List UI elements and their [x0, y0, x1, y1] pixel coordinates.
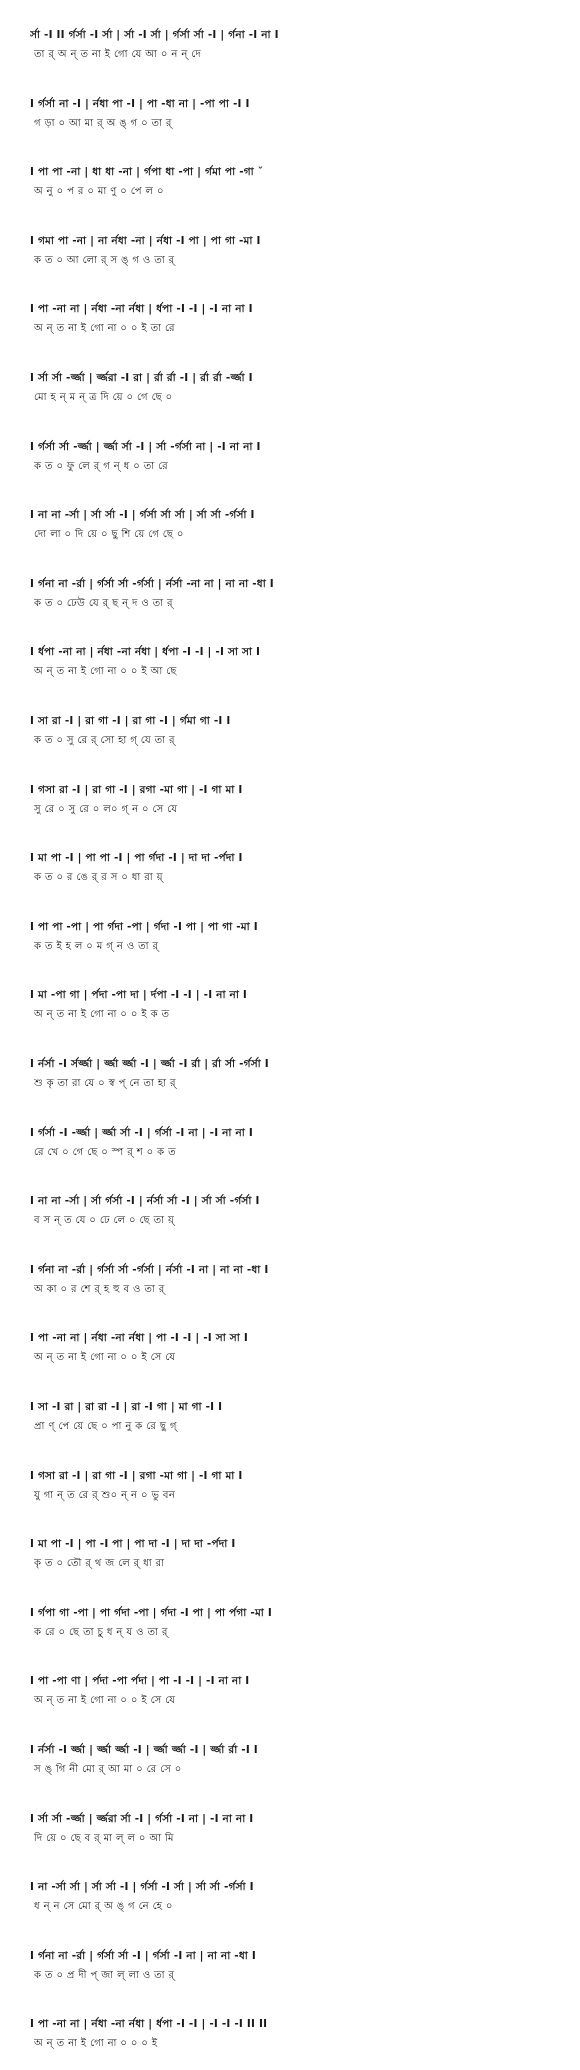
- notation-stanza: [30, 1808, 558, 1864]
- lyrics-line: শু কৃ তা রা যে ০ স্ব প্ নে তা হা র্: [34, 1078, 176, 1089]
- notation-stanza: [30, 2013, 558, 2069]
- lyrics-line: ক ত ০ ফু লে র্ গ ন্ ধ ০ তা রে: [34, 460, 169, 472]
- swaralipi-notes-line: I গসা রা -I | রা গা -I | রগা -মা গা | -I গা মা I: [30, 1469, 243, 1482]
- notation-stanza: [30, 1533, 558, 1589]
- notation-stanza: [30, 504, 558, 560]
- swaralipi-notes-line: I র্গপা গা -পা | পা র্গদা -পা | র্গদা -I পা | পা র্পগা -মা I: [30, 1606, 273, 1619]
- swaralipi-notes-line: I মা -পা গা | র্পদা -পা দা | র্দপা -I -I | -I না না I: [30, 989, 248, 1002]
- notation-stanza: [30, 298, 558, 354]
- notation-stanza: [30, 641, 558, 697]
- notation-stanza: [30, 1053, 558, 1109]
- swaralipi-notes-line: I না না -র্সা | র্সা র্গর্সা -I | র্নর্সা র্সা -I | র্সা র্সা -র্গর্সা I: [30, 1195, 260, 1208]
- notation-stanza: [30, 710, 558, 766]
- lyrics-line: ক রে ০ ছে তা চু্ ধ ন্ য ও তা র্: [34, 1626, 168, 1638]
- swaralipi-notes-line: র্সা -I II র্গর্সা -I র্সা | র্সা -I র্সা | র্গর্সা র্সা -I | র্গনা -I না I: [30, 29, 279, 41]
- notation-stanza: [30, 1327, 558, 1383]
- notation-stanza: [30, 1190, 558, 1246]
- notation-stanza: [30, 24, 558, 80]
- swaralipi-notes-line: I র্গর্সা র্সা -র্জ্জা | র্জ্জা র্সা -I | র্সা -র্গর্সা না | -I না না I: [30, 440, 261, 453]
- notation-stanza: [30, 1876, 558, 1932]
- lyrics-line: দো লা ০ দি য়ে ০ ছু শি য়ে গে ছে ০: [34, 529, 184, 541]
- lyrics-line: ক ত ই হ ল ০ ম গ্ ন ও তা র্: [34, 940, 159, 952]
- swaralipi-notes-line: I র্গর্সা -I -র্জ্জা | র্জ্জা র্সা -I | র্গর্সা -I না | -I না না I: [30, 1126, 253, 1139]
- lyrics-line: অ ন্ ত না ই গো না ০ ০ ই ক ত: [34, 1009, 170, 1021]
- lyrics-line: অ নু ০ প র ০ মা ণু ০ পে ল ০: [34, 186, 164, 198]
- swaralipi-notes-line: I র্গনা না -র্রা | র্গর্সা র্সা -র্গর্সা | র্নর্সা -না না | না না -ধা I: [30, 577, 274, 590]
- lyrics-line: ক ত ০ র ঙে র্ র স ০ ধা রা য়্: [34, 872, 163, 884]
- notation-stanza: [30, 1670, 558, 1726]
- lyrics-line: ক ত ০ ঢেউ যে র্ ছ ন্ দ ও তা র্: [34, 597, 173, 609]
- lyrics-line: কৃ ত ০ তৌ র্ থ জ লে র্ ধা রা: [34, 1558, 165, 1570]
- lyrics-line: মো হ ন্ ম ন্ ত্র দি য়ে ০ গে ছে ০: [34, 392, 173, 403]
- notation-stanza: [30, 1259, 558, 1315]
- lyrics-line: ব স ন্ ত যে ০ ঢে লে ০ ছে তা য়্: [34, 1215, 175, 1227]
- lyrics-line: ক ত ০ সু রে র্ সো হা গ্ যে তা র্: [34, 735, 175, 746]
- lyrics-line: দি য়ে ০ ছে ব র্ মা ল্ ল ০ আ মি: [34, 1832, 174, 1844]
- swaralipi-notes-line: I র্গনা না -র্রা | র্গর্সা র্সা -I | র্গর্সা -I না | না না -ধা I: [30, 1949, 256, 1962]
- notation-stanza: [30, 230, 558, 286]
- swaralipi-notes-line: I র্নর্সা -I র্জ্জা | র্জ্জা র্জ্জা -I | র্জ্জা র্জ্জা -I | র্জ্জা র্রা -I I: [30, 1744, 258, 1756]
- lyrics-line: ক ত ০ আ লো র্ স ঙ্ গ ও তা র্: [34, 254, 175, 266]
- lyrics-line: অ ন্ ত না ই গো না ০ ০ ০ ই: [34, 2038, 158, 2050]
- lyrics-line: ক ত ০ প্র দী প্ জা ল্ লা ও তা র্: [34, 1969, 175, 1981]
- lyrics-line: অ কা ০ র শে র্ হ হু ব ও তা র্: [34, 1283, 165, 1295]
- lyrics-line: তা র্ অ ন্ ত না ই গো যে আ ০ ন ন্ দে: [34, 49, 201, 60]
- notation-stanza: [30, 984, 558, 1040]
- swaralipi-notes-line: I পা পা -না | ধা ধা -না | র্গপা ধা -পা | র্গমা পা -গা ˇ: [30, 166, 264, 179]
- swaralipi-notes-line: I পা পা -পা | পা র্গদা -পা | র্গদা -I পা | পা গা -মা I: [30, 920, 258, 933]
- swaralipi-notes-line: I পা -না না | র্নধা -না র্নধা | র্ধপা -I -I | -I -I -I II II: [30, 2018, 268, 2031]
- notation-stanza: [30, 1396, 558, 1452]
- lyrics-line: অ ন্ ত না ই গো না ০ ০ ই আ ছে: [34, 666, 177, 678]
- swaralipi-notes-line: I গমা পা -না | না র্নধা -না | র্নধা -I পা | পা গা -মা I: [30, 234, 261, 247]
- lyrics-line: স ঙ্ গি নী মো র্ আ মা ০ রে সে ০: [34, 1764, 182, 1775]
- notation-stanza: [30, 1739, 558, 1795]
- swaralipi-notes-line: I র্সা র্সা -র্জ্জা | র্জ্জরা -I রা | র্রা র্রা -I | র্রা র্রা -র্জ্জা I: [30, 372, 253, 384]
- swaralipi-notes-line: I র্নর্সা -I র্সর্জ্জা | র্জ্জা র্জ্জা -I | র্জ্জা -I র্রা | র্রা র্সা -র্গর্সা I: [30, 1058, 269, 1070]
- notation-stanza: [30, 847, 558, 903]
- swaralipi-notes-line: I র্ধপা -না না | র্নধা -না র্নধা | র্ধপা -I -I | -I সা সা I: [30, 646, 261, 659]
- swaralipi-notes-line: I গসা রা -I | রা গা -I | রগা -মা গা | -I গা মা I: [30, 783, 243, 796]
- lyrics-line: ধ ন্ ন সে মো র্ অ ঙ্ গ নে হে ০: [34, 1901, 173, 1913]
- notation-stanza: [30, 573, 558, 629]
- swaralipi-notes-line: I মা পা -I | পা পা -I | পা র্গদা -I | দা দা -র্পদা I: [30, 852, 243, 865]
- lyrics-line: অ ন্ ত না ই গো না ০ ০ ই সে যে: [34, 1695, 176, 1707]
- notation-stanza: [30, 161, 558, 217]
- notation-stanza: [30, 1122, 558, 1178]
- notation-stanza: [30, 367, 558, 423]
- lyrics-line: অ ন্ ত না ই গো না ০ ০ ই সে যে: [34, 1352, 176, 1364]
- notation-stanza: [30, 93, 558, 149]
- notation-stanza: [30, 916, 558, 972]
- notation-stanza: [30, 779, 558, 835]
- swaralipi-notes-line: I র্গর্সা না -I | র্নধা পা -I | পা -ধা না | -পা পা -I I: [30, 97, 250, 110]
- swaralipi-notes-line: I মা পা -I | পা -I পা | পা দা -I | দা দা -র্পদা I: [30, 1538, 236, 1551]
- swaralipi-notes-line: I র্গনা না -র্রা | র্গর্সা র্সা -র্গর্সা | র্নর্সা -I না | না না -ধা I: [30, 1263, 269, 1276]
- notation-stanza: [30, 1465, 558, 1521]
- swaralipi-notes-line: I সা রা -I | রা গা -I | রা গা -I | র্গমা গা -I I: [30, 715, 231, 727]
- swaralipi-notes-line: I সা -I রা | রা রা -I | রা -I গা | মা গা -I I: [30, 1401, 223, 1413]
- lyrics-line: অ ন্ ত না ই গো না ০ ০ ই তা রে: [34, 323, 175, 335]
- notation-stanza: [30, 436, 558, 492]
- lyrics-line: প্রা ণ্ পে য়ে ছে ০ পা নু ক রে ছু গ্: [34, 1421, 177, 1432]
- lyrics-line: রে খে ০ গে ছে ০ স্প র্ শ ০ ক ত: [34, 1146, 176, 1158]
- notation-stanza: [30, 1602, 558, 1658]
- swaralipi-notes-line: I পা -না না | র্নধা -না র্নধা | পা -I -I | -I সা সা I: [30, 1332, 248, 1345]
- swaralipi-notes-line: I র্সা র্সা -র্জ্জা | র্জ্জরা র্সা -I | র্গর্সা -I না | -I না না I: [30, 1812, 254, 1825]
- notation-stanza: [30, 1945, 558, 2001]
- lyrics-line: গ ড়া ০ আ মা র্ অ ঙ্ গ ০ তা র্: [34, 117, 172, 129]
- swaralipi-notes-line: I পা -না না | র্নধা -না র্নধা | র্ধপা -I -I | -I না না I: [30, 303, 253, 316]
- lyrics-line: সু রে ০ সু রে ০ ল০ গ্ ন ০ সে যে: [34, 803, 178, 815]
- swaralipi-notes-line: I না না -র্সা | র্সা র্সা -I | র্গর্সা র্সা র্সা | র্সা র্সা -র্গর্সা I: [30, 509, 255, 522]
- swaralipi-notes-line: I পা -পা ণা | র্পদা -পা র্পদা | পা -I -I | -I না না I: [30, 1675, 250, 1688]
- swaralipi-notes-line: I না -র্সা র্সা | র্সা র্সা -I | র্গর্সা -I র্সা | র্সা র্সা -র্গর্সা I: [30, 1881, 254, 1894]
- lyrics-line: যু গা ন্ ত রে র্ শু০ ন্ ন ০ ভু বন: [34, 1489, 176, 1501]
